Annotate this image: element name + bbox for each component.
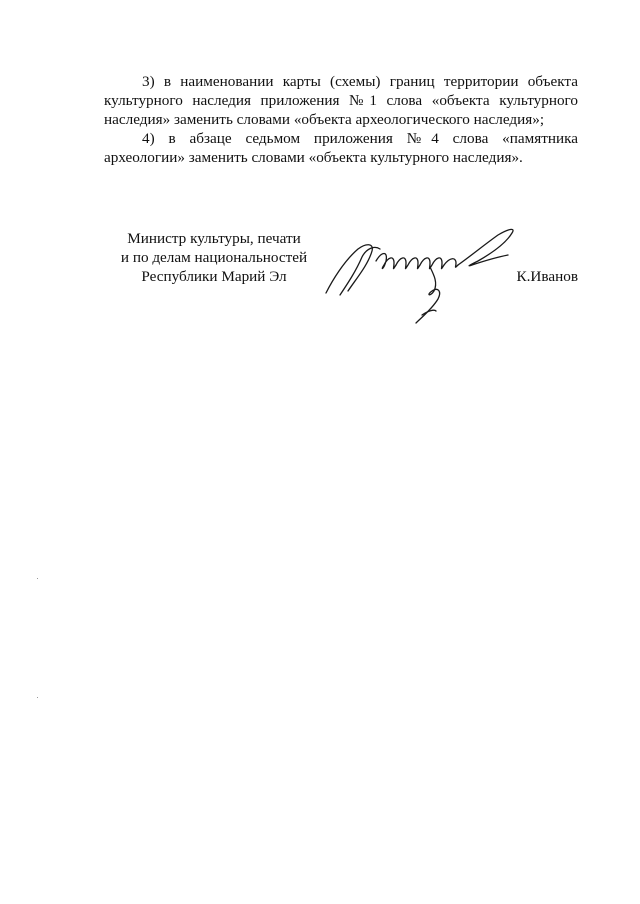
document-body xyxy=(104,72,578,167)
scan-speck xyxy=(37,697,38,698)
paragraph-4: 4) в абзаце седьмом приложения №4 слова «памятника археологии» заменить словами «объекта культурного наследия». xyxy=(104,130,578,166)
signer-title-line-3: Республики Марий Эл xyxy=(141,268,287,285)
signer-name: К.Иванов xyxy=(516,268,578,285)
signer-title-line-2: и по делам национальностей xyxy=(120,249,308,266)
paragraph-3: 3) в наименовании карты (схемы) границ территории объекта культурного наследия приложения №1 слова «объекта культурного наследия» заменить словами «объекта археологического наследия»; xyxy=(104,73,578,128)
signer-title-line-1: Министр культуры, печати xyxy=(127,230,301,247)
signer-title xyxy=(104,229,324,286)
scan-speck xyxy=(37,578,38,579)
signature-block xyxy=(104,229,578,339)
handwritten-signature xyxy=(322,221,522,331)
